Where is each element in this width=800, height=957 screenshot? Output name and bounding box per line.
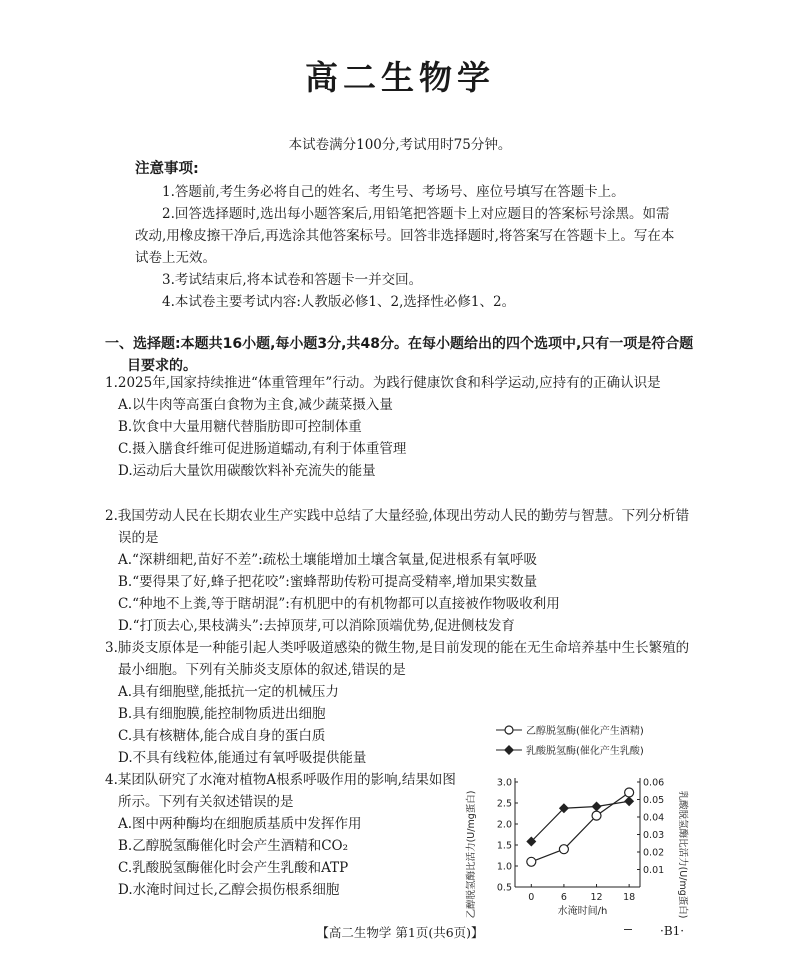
y-tick-label-right: 0.05 [643, 795, 665, 806]
option-c: C.具有核糖体,能合成自身的蛋白质 [118, 728, 326, 744]
option-a: A.具有细胞壁,能抵抗一定的机械压力 [118, 684, 339, 700]
option-b: B.“要得果了好,蜂子把花咬”:蜜蜂帮助传粉可提高受精率,增加果实数量 [118, 574, 538, 590]
x-tick-label: 18 [623, 892, 636, 903]
data-point-ethanol [592, 811, 601, 820]
footer-dash [624, 929, 632, 930]
y-tick-label-left: 1.0 [496, 861, 512, 873]
section-heading: 一、选择题:本题共16小题,每小题3分,共48分。在每小题给出的四个选项中,只有一项是符合题目要求的。 [105, 336, 694, 374]
y-tick-label-left: 3.0 [496, 777, 512, 789]
legend-marker-ethanol [505, 726, 513, 734]
y-tick-label-left: 2.5 [496, 798, 512, 810]
y-tick-label-right: 0.02 [643, 847, 665, 859]
question-4 [105, 769, 460, 901]
option-d: D.运动后大量饮用碳酸饮料补充流失的能量 [118, 463, 376, 479]
x-tick-label: 12 [590, 892, 603, 903]
notes-heading: 注意事项: [135, 161, 199, 177]
x-tick-label: 6 [560, 892, 567, 903]
option-c: C.摄入膳食纤维可促进肠道蠕动,有利于体重管理 [118, 441, 407, 457]
option-b: B.具有细胞膜,能控制物质进出细胞 [118, 706, 326, 722]
question-stem: 2.我国劳动人民在长期农业生产实践中总结了大量经验,体现出劳动人民的勤劳与智慧。下列分析错误的是 [105, 508, 690, 546]
page-title: 高二生物学 [305, 58, 495, 97]
notes-list [135, 181, 675, 313]
option-c: C.“种地不上粪,等于瞎胡混”:有机肥中的有机物都可以直接被作物吸收利用 [118, 596, 560, 612]
option-d: D.不具有线粒体,能通过有氧呼吸提供能量 [118, 750, 367, 766]
note-item: 3.考试结束后,将本试卷和答题卡一并交回。 [162, 272, 423, 288]
y-tick-label-left: 0.5 [496, 882, 512, 894]
y-tick-label-right: 0.01 [643, 865, 665, 876]
legend-label-lactate: 乳酸脱氢酶(催化产生乳酸) [526, 746, 644, 757]
note-item: 2.回答选择题时,选出每小题答案后,用铅笔把答题卡上对应题目的答案标号涂黑。如需改动,用橡皮擦干净后,再选涂其他答案标号。回答非选择题时,将答案写在答题卡上。写在本试卷上无效。 [135, 206, 675, 266]
y-tick-label-left: 2.0 [496, 819, 512, 831]
note-item: 1.答题前,考生务必将自己的姓名、考生号、考场号、座位号填写在答题卡上。 [162, 184, 625, 200]
x-tick-label: 0 [528, 892, 535, 903]
option-a: A.以牛肉等高蛋白食物为主食,减少蔬菜摄入量 [118, 397, 393, 413]
option-b: B.乙醇脱氢酶催化时会产生酒精和CO₂ [118, 838, 349, 854]
question-stem: 3.肺炎支原体是一种能引起人类呼吸道感染的微生物,是目前发现的能在无生命培养基中生长繁殖的最小细胞。下列有关肺炎支原体的叙述,错误的是 [105, 640, 690, 678]
y-axis-label-right: 乳酸脱氢酶比活力(U/mg蛋白) [677, 790, 688, 918]
y-axis-label-left: 乙醇脱氢酶比活力(U/mg蛋白) [466, 790, 477, 918]
page-footer: 【高二生物学 第1页(共6页)】 [316, 925, 484, 940]
data-point-ethanol [527, 857, 536, 866]
question-stem: 1.2025年,国家持续推进“体重管理年”行动。为践行健康饮食和科学运动,应持有的正确认识是 [105, 375, 661, 391]
option-c: C.乳酸脱氢酶催化时会产生乳酸和ATP [118, 860, 349, 876]
question-stem: 4.某团队研究了水淹对植物A根系呼吸作用的影响,结果如图所示。下列有关叙述错误的是 [105, 772, 456, 810]
data-point-ethanol [559, 845, 568, 854]
legend-label-ethanol: 乙醇脱氢酶(催化产生酒精) [526, 726, 644, 737]
y-tick-label-right: 0.03 [643, 830, 665, 841]
series-line-lactate [531, 801, 629, 841]
option-a: A.“深耕细耙,苗好不差”:疏松土壤能增加土壤含氧量,促进根系有氧呼吸 [118, 552, 537, 568]
data-point-lactate [592, 802, 602, 812]
option-a: A.图中两种酶均在细胞质基质中发挥作用 [118, 816, 362, 832]
option-d: D.“打顶去心,果枝满头”:去掉顶芽,可以消除顶端优势,促进侧枝发育 [118, 618, 515, 634]
option-b: B.饮食中大量用糖代替脂肪即可控制体重 [118, 419, 362, 435]
question-2 [105, 505, 695, 637]
legend-marker-lactate [504, 745, 514, 755]
enzyme-activity-chart [460, 712, 690, 918]
exam-info: 本试卷满分100分,考试用时75分钟。 [288, 137, 512, 153]
data-point-lactate [624, 796, 634, 806]
footer-code: ·B1· [660, 924, 685, 938]
data-point-ethanol [625, 788, 634, 797]
y-tick-label-right: 0.04 [643, 812, 665, 824]
option-d: D.水淹时间过长,乙醇会损伤根系细胞 [118, 882, 340, 898]
question-1 [105, 372, 695, 482]
y-tick-label-right: 0.06 [643, 777, 665, 789]
x-axis-label: 水淹时间/h [557, 906, 608, 917]
note-item: 4.本试卷主要考试内容:人教版必修1、2,选择性必修1、2。 [162, 294, 516, 310]
y-tick-label-left: 1.5 [496, 840, 512, 852]
